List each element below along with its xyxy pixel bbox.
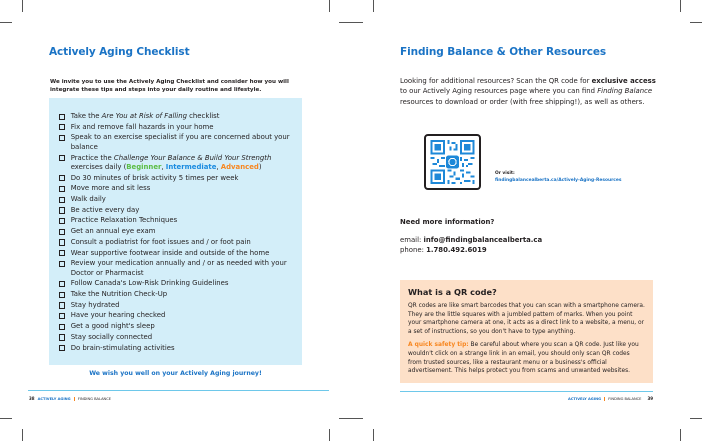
checkbox-icon[interactable]	[59, 218, 65, 224]
level-advanced: Advanced	[220, 162, 259, 171]
checkbox-icon[interactable]	[59, 186, 65, 192]
crop-mark	[680, 429, 681, 441]
crop-mark	[0, 22, 12, 23]
footer-divider	[28, 390, 329, 391]
checkbox-icon[interactable]	[59, 292, 65, 298]
checkbox-icon[interactable]	[59, 281, 65, 287]
crop-mark	[373, 429, 374, 441]
crop-mark	[329, 0, 330, 12]
qr-info-text: QR codes are like smart barcodes that you can scan with a smartphone camera. They are the little squares with a jumbled pattern of marks. When you point your smartphone camera at one, it acts as a direct link to a website, a menu, or a set of instructions, so you don't have to type anything.	[408, 303, 645, 335]
footer-left	[29, 396, 111, 401]
checklist-item[interactable]: Practice Relaxation Techniques	[59, 216, 294, 225]
checklist-item[interactable]: Speak to an exercise specialist if you are concerned about your balance	[59, 133, 294, 152]
checklist-item[interactable]: Have your hearing checked	[59, 311, 294, 320]
checkbox-icon[interactable]	[59, 197, 65, 203]
footer-right	[568, 396, 653, 401]
page-title: Actively Aging Checklist	[49, 46, 190, 58]
crop-mark	[339, 418, 363, 419]
checkbox-icon[interactable]	[59, 345, 65, 351]
qr-code-graphic	[430, 140, 475, 184]
footer-section: FINDING BALANCE	[77, 396, 112, 401]
checklist-item[interactable]: Do brain-stimulating activities	[59, 344, 294, 353]
checklist-item[interactable]: Stay hydrated	[59, 301, 294, 310]
checklist-item[interactable]: Take the Nutrition Check-Up	[59, 290, 294, 299]
crop-mark	[339, 22, 363, 23]
footer-brand: ACTIVELY AGING	[568, 396, 602, 401]
checklist-item[interactable]: Consult a podiatrist for foot issues and / or foot pain	[59, 238, 294, 247]
footer-divider	[400, 391, 653, 392]
checklist-item[interactable]: Follow Canada's Low-Risk Drinking Guidelines	[59, 279, 294, 288]
footer-section: FINDING BALANCE	[608, 396, 642, 401]
crop-mark	[329, 429, 330, 441]
email-link[interactable]: info@findingbalancealberta.ca	[423, 236, 543, 244]
checkbox-icon[interactable]	[59, 175, 65, 181]
closing-message: We wish you well on your Actively Aging journey!	[89, 370, 262, 377]
footer-separator	[604, 397, 605, 401]
checkbox-icon[interactable]	[59, 124, 65, 130]
crop-mark	[22, 0, 23, 12]
checkbox-icon[interactable]	[59, 229, 65, 235]
footer-brand: ACTIVELY AGING	[37, 396, 71, 401]
checkbox-icon[interactable]	[59, 324, 65, 330]
contact-info: email: info@findingbalancealberta.ca phone: 1.780.492.6019	[400, 236, 543, 254]
crop-mark	[690, 22, 702, 23]
checklist-item[interactable]: Walk daily	[59, 195, 294, 204]
qr-code-icon[interactable]	[424, 134, 481, 190]
crop-mark	[690, 418, 702, 419]
checklist-item[interactable]: Be active every day	[59, 206, 294, 215]
resources-link[interactable]: findingbalancealberta.ca/Actively-Aging-Resources	[495, 178, 622, 183]
resources-paragraph: Looking for additional resources? Scan the QR code for exclusive access to our Actively Aging resources page where you can find Finding Balance resources to download or order (with free shipping!), as well as others.	[400, 77, 656, 106]
crop-mark	[22, 429, 23, 441]
visit-label: Or visit:	[495, 171, 515, 176]
checkbox-icon[interactable]	[59, 207, 65, 213]
checkbox-icon[interactable]	[59, 261, 65, 267]
crop-mark	[0, 418, 12, 419]
checkbox-icon[interactable]	[59, 155, 65, 161]
checklist-item[interactable]: Get a good night's sleep	[59, 322, 294, 331]
checklist-item[interactable]: Review your medication annually and / or as needed with your Doctor or Pharmacist	[59, 259, 294, 278]
checklist-item[interactable]: Do 30 minutes of brisk activity 5 times per week	[59, 174, 294, 183]
checklist	[49, 98, 302, 365]
checkbox-icon[interactable]	[59, 334, 65, 340]
crop-mark	[373, 0, 374, 12]
checklist-item[interactable]: Stay socially connected	[59, 333, 294, 342]
footer-separator	[74, 397, 75, 401]
level-intermediate: Intermediate	[165, 162, 217, 171]
page-title: Finding Balance & Other Resources	[400, 46, 607, 58]
checklist-item[interactable]: Wear supportive footwear inside and outside of the home	[59, 249, 294, 258]
page-number: 38	[29, 396, 35, 401]
safety-tip: A quick safety tip: Be careful about where you scan a QR code. Just like you wouldn't click on a strange link in an email, you should only scan QR codes from trusted sources, like a restaurant menu or a business's official advertisement. This helps protect you from scams and unwanted websites.	[408, 342, 639, 375]
checkbox-icon[interactable]	[59, 239, 65, 245]
checklist-item[interactable]: Get an annual eye exam	[59, 227, 294, 236]
page-number: 39	[647, 396, 654, 401]
checkbox-icon[interactable]	[59, 313, 65, 319]
checklist-item[interactable]: Fix and remove fall hazards in your home	[59, 123, 294, 132]
checkbox-icon[interactable]	[59, 114, 65, 120]
crop-mark	[680, 0, 681, 12]
qr-info-title: What is a QR code?	[408, 287, 497, 297]
checklist-item[interactable]: Take the Are You at Risk of Falling checklist	[59, 112, 294, 121]
need-info-heading: Need more information?	[400, 218, 495, 226]
checkbox-icon[interactable]	[59, 250, 65, 256]
checkbox-icon[interactable]	[59, 302, 65, 308]
qr-info-callout	[400, 280, 653, 383]
intro-text: We invite you to use the Actively Aging Checklist and consider how you will integrate these tips and steps into your daily routine and lifestyle.	[50, 79, 289, 94]
checkbox-icon[interactable]	[59, 135, 65, 141]
checklist-item[interactable]: Practice the Challenge Your Balance & Build Your Strength exercises daily (Beginner, Intermediate, Advanced)	[59, 154, 294, 173]
level-beginner: Beginner	[126, 162, 162, 171]
checklist-item[interactable]: Move more and sit less	[59, 184, 294, 193]
phone-number: 1.780.492.6019	[426, 245, 487, 254]
